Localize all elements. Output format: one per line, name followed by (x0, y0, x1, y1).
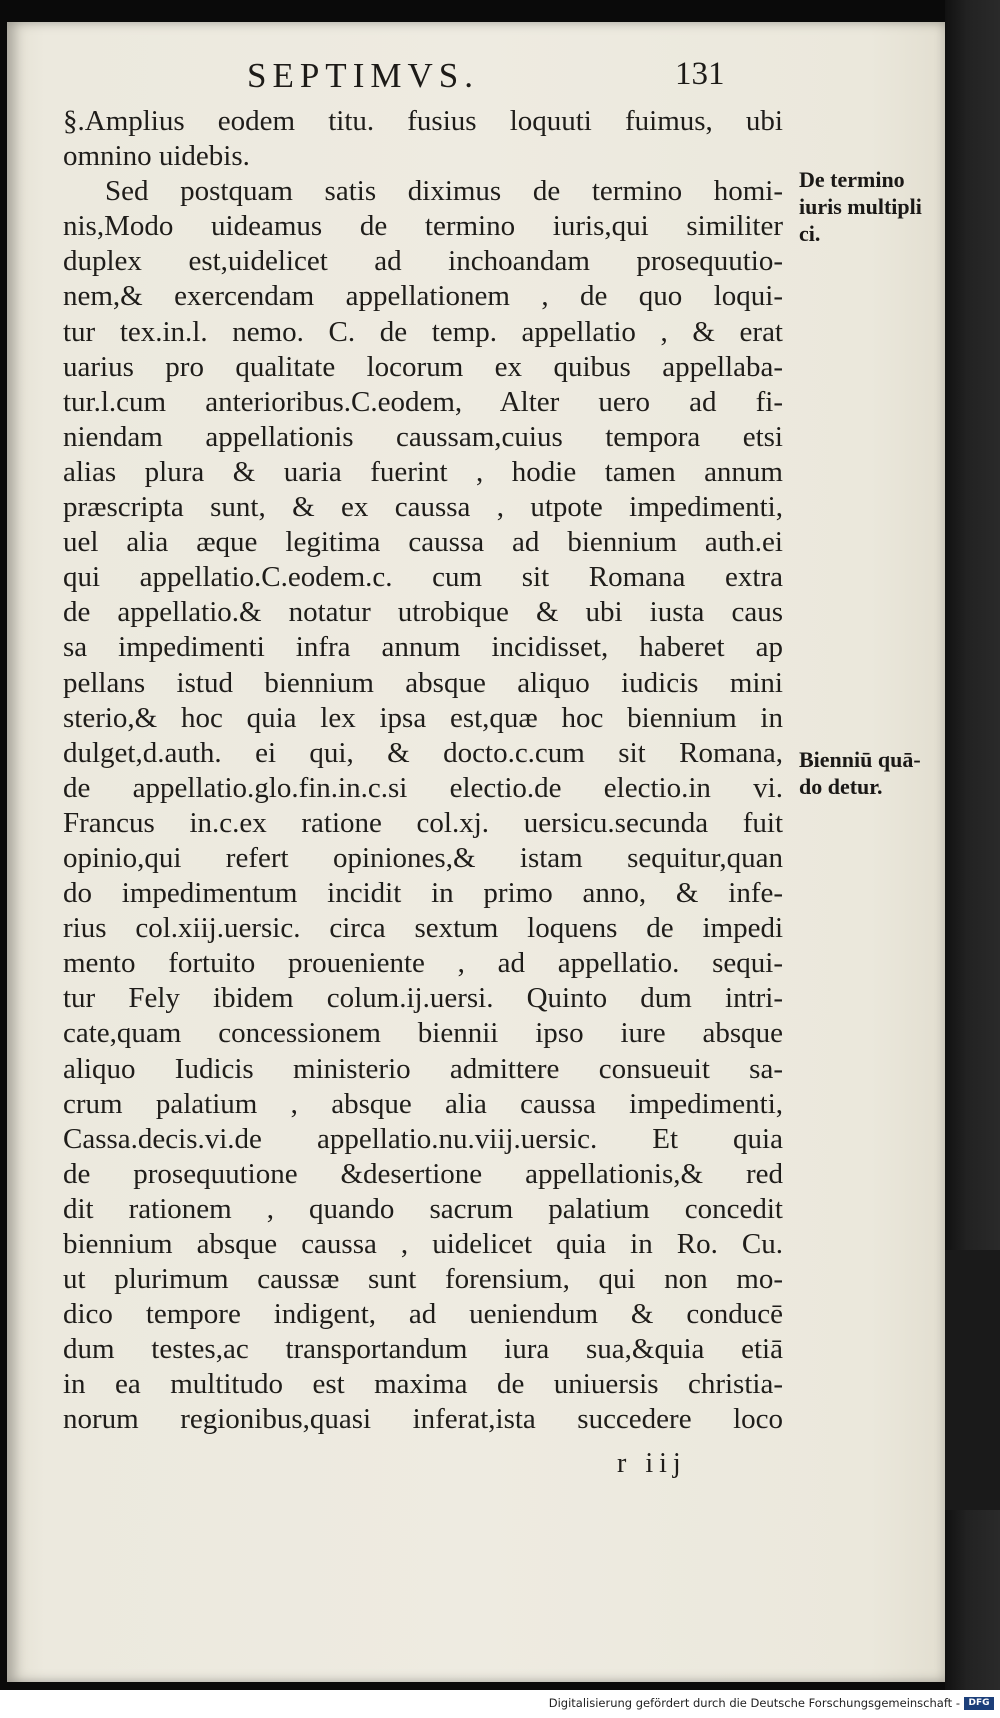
text-line: ut plurimum caussæ sunt forensium, qui non mo- (63, 1263, 783, 1296)
text-line: dico tempore indigent, ad ueniendum & conducē (63, 1298, 783, 1331)
running-title: SEPTIMVS. (247, 56, 479, 95)
text-line: rius col.xiij.uersic. circa sextum loquens de impedi (63, 912, 783, 945)
text-line: dum testes,ac transportandum iura sua,&quia etiā (63, 1333, 783, 1366)
marginal-line: do detur. (799, 774, 883, 799)
text-line: in ea multitudo est maxima de uniuersis christia- (63, 1368, 783, 1401)
text-line: dit rationem , quando sacrum palatium concedit (63, 1192, 783, 1225)
scan-right-edge (945, 0, 1000, 1690)
text-line: uel alia æque legitima caussa ad biennium auth.ei (63, 526, 783, 559)
text-line: nem,& exercendam appellationem , de quo loqui- (63, 280, 783, 313)
text-line: de prosequutione &desertione appellationis,& red (63, 1157, 783, 1190)
dfg-logo: DFG (964, 1697, 994, 1710)
text-line: norum regionibus,quasi inferat,ista succedere loco (63, 1403, 783, 1436)
text-line: uarius pro qualitate locorum ex quibus appellaba- (63, 350, 783, 383)
footer-credit: Digitalisierung gefördert durch die Deutsche Forschungsgemeinschaft - (548, 1696, 960, 1710)
text-line: de appellatio.& notatur utrobique & ubi iusta caus (63, 596, 783, 629)
text-line: Cassa.decis.vi.de appellatio.nu.viij.uersic. Et quia (63, 1122, 783, 1155)
text-line: crum palatium , absque alia caussa impedimenti, (63, 1087, 783, 1120)
text-line: omnino uidebis. (63, 140, 250, 173)
running-head (7, 56, 945, 96)
text-line: tur.l.cum anterioribus.C.eodem, Alter uero ad fi- (63, 385, 783, 418)
text-line: tur Fely ibidem colum.ij.uersi. Quinto dum intri- (63, 982, 783, 1015)
marginal-note-termino-iuris (799, 166, 949, 247)
marginal-line: De termino (799, 167, 905, 192)
marginal-line: ci. (799, 221, 821, 246)
text-line: opinio,qui refert opiniones,& istam sequitur,quan (63, 841, 783, 874)
marginal-line: iuris multipli (799, 194, 922, 219)
text-line: dulget,d.auth. ei qui, & docto.c.cum sit Romana, (63, 736, 783, 769)
text-line: biennium absque caussa , uidelicet quia in Ro. Cu. (63, 1228, 783, 1260)
text-line: duplex est,uidelicet ad inchoandam prosequutio- (63, 245, 783, 278)
text-line: niendam appellationis caussam,cuius tempora etsi (63, 420, 783, 453)
text-line: Sed postquam satis diximus de termino homi- (105, 175, 783, 208)
text-line: nis,Modo uideamus de termino iuris,qui similiter (63, 210, 783, 243)
marginal-note-biennium (799, 746, 949, 800)
footer-bar (0, 1690, 1000, 1718)
text-line: de appellatio.glo.fin.in.c.si electio.de electio.in vi. (63, 771, 783, 804)
text-line: sa impedimenti infra annum incidisset, haberet ap (63, 631, 783, 664)
text-line: sterio,& hoc quia lex ipsa est,quæ hoc biennium in (63, 701, 783, 734)
page-number: 131 (675, 56, 725, 92)
text-line: pellans istud biennium absque aliquo iudicis mini (63, 666, 783, 699)
body-text (63, 104, 783, 1438)
text-line: do impedimentum incidit in primo anno, & infe- (63, 877, 783, 910)
book-page (7, 22, 945, 1682)
text-line: alias plura & uaria fuerint , hodie tamen annum (63, 455, 783, 488)
text-line: §.Amplius eodem titu. fusius loquuti fuimus, ubi (63, 105, 783, 137)
signature-mark: r iij (617, 1448, 687, 1479)
text-line: tur tex.in.l. nemo. C. de temp. appellatio , & erat (63, 315, 783, 348)
text-line: mento fortuito proueniente , ad appellatio. sequi- (63, 947, 783, 980)
text-line: præscripta sunt, & ex caussa , utpote impedimenti, (63, 491, 783, 524)
text-line: aliquo Iudicis ministerio admittere consueuit sa- (63, 1052, 783, 1085)
text-line: Francus in.c.ex ratione col.xj. uersicu.secunda fuit (63, 806, 783, 839)
text-line: cate,quam concessionem biennii ipso iure absque (63, 1017, 783, 1050)
text-line: qui appellatio.C.eodem.c. cum sit Romana extra (63, 561, 783, 594)
marginal-line: Bienniū quā- (799, 747, 921, 772)
